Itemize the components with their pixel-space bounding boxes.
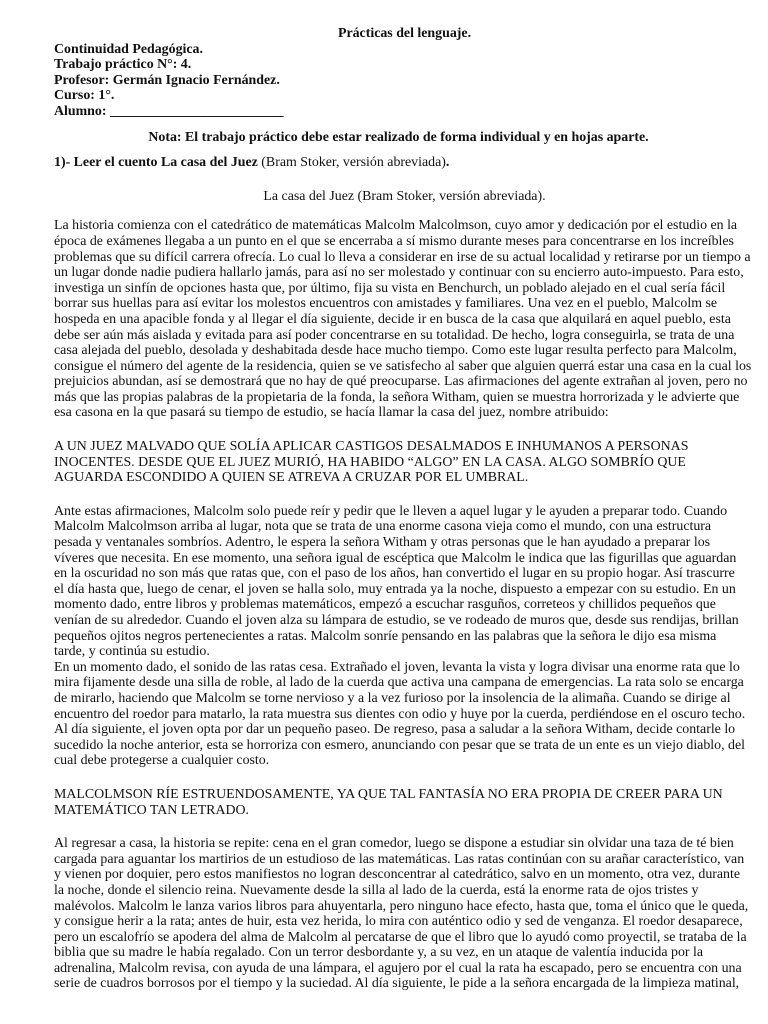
text-line: más que las propias palabras de la propietaria de la fonda, la señora Witham, quien se muestra horrorizada y le advierte que	[54, 389, 740, 405]
text-line: víveres que necesita. En ese momento, una señora igual de escéptica que Malcolm le indica que las figurillas que aguardan	[54, 550, 737, 566]
text-line: MATEMÁTICO TAN LETRADO.	[54, 802, 250, 818]
text-line: problemas que su difícil carrera ofrecía. Lo cual lo lleva a considerar en irse de su actual localidad y retirarse por un tiempo a	[54, 249, 751, 265]
text-line: la noche, donde el silencio reina. Nuevamente desde la silla al lado de la cuerda, está la enorme rata de ojos tristes y	[54, 882, 699, 898]
text-line: A UN JUEZ MALVADO QUE SOLÍA APLICAR CASTIGOS DESALMADOS E INHUMANOS A PERSONAS	[54, 439, 689, 455]
text-line: MALCOLMSON RÍE ESTRUENDOSAMENTE, YA QUE TAL FANTASÍA NO ERA PROPIA DE CREER PARA UN	[54, 786, 723, 802]
text-line: AGUARDA ESCONDIDO A QUIEN SE ATREVA A CRUZAR POR EL UMBRAL.	[54, 470, 529, 486]
caps-paragraph-2	[54, 787, 743, 818]
document-title: Prácticas del lenguaje.	[337, 26, 472, 41]
text-line: borrar sus huellas para así evitar los molestos encuentros con amistades y familiares. Una vez en el pueblo, Malcolm se	[54, 296, 718, 312]
text-line: biblia que su madre le había regalado. Con un terror desbordante y, a su vez, en un ataque de valentía inducida por la	[54, 945, 704, 961]
task-bold-end: .	[445, 155, 450, 171]
text-line: serie de cuadros borrosos por el tiempo y la suciedad. Al día siguiente, le pide a la señora encargada de la limpieza matinal,	[54, 976, 740, 992]
meta-alumno: Alumno: _________________________	[54, 103, 284, 119]
text-line: hospeda en una apacible fonda y al llegar el día siguiente, decide ir en busca de la casa que alquilará en aquel pueblo, esta	[54, 311, 731, 327]
story-title: La casa del Juez (Bram Stoker, versión abreviada).	[263, 188, 546, 204]
text-line: pequeños ojitos negros pertenecientes a ratas. Malcolm sonríe pensando en las palabras que la señora le dijo esa misma	[54, 628, 717, 644]
caps-paragraph-1	[54, 439, 743, 486]
text-line: encuentro del roedor para matarlo, la rata muestra sus dientes con odio y huye por la cuerda, perdiéndose en el oscuro techo.	[54, 706, 746, 722]
paragraph-2	[54, 504, 743, 660]
text-line: debe ser aún más aislada y evitada para así poder concentrarse en su totalidad. De hecho, logra conseguirla, se trata de una	[54, 327, 735, 343]
text-line: La historia comienza con el catedrático de matemáticas Malcolm Malcolmson, cuyo amor y dedicación por el estudio en la	[54, 218, 738, 234]
text-line: momento dado, entre libros y problemas matemáticos, empezó a escuchar rasguños, correteos y chillidos pequeños que	[54, 597, 716, 613]
text-line: malévolos. Malcolm le lanza varios libros para ahuyentarla, pero ninguno hace efecto, hasta que, toma el único que le queda,	[54, 898, 749, 914]
meta-continuidad: Continuidad Pedagógica.	[54, 41, 203, 57]
meta-trabajo: Trabajo práctico N°: 4.	[54, 57, 192, 73]
task-instruction	[54, 155, 743, 171]
paragraph-1	[54, 218, 752, 421]
paragraph-3	[54, 659, 746, 769]
text-line: y vienen por doquier, pero estos manifiestos no logran desconcentrar al catedrático, salvo en un momento, otra vez, durante	[54, 867, 741, 883]
text-line: cual debe protegerse a cualquier costo.	[54, 753, 270, 769]
text-line: tarde, y continúa su estudio.	[54, 644, 210, 660]
meta-profesor: Profesor: Germán Ignacio Fernández.	[54, 72, 280, 88]
text-line: época de exámenes llegaba a un punto en el que se encerraba a sí mismo durante meses para concentrarse en los increíbles	[54, 233, 734, 249]
text-line: y consigue herir a la rata; antes de huir, esta vez herida, lo mira con auténtico odio y sed de venganza. El roedor desaparece,	[54, 914, 743, 930]
text-line: mira fijamente desde una silla de roble, al lado de la cuerda que activa una campana de emergencias. La rata solo se encarga	[54, 675, 744, 691]
note: Nota: El trabajo práctico debe estar realizado de forma individual y en hojas aparte.	[148, 129, 649, 145]
text-line: Al día siguiente, el joven opta por dar un pequeño paseo. De regreso, pasa a saludar a la señora Witham, decide contarle lo	[54, 722, 736, 738]
text-line: pero un escalofrío se apodera del alma de Malcolm al percatarse de que el libro que lo ayudó como proyectil, se trataba de la	[54, 929, 747, 945]
text-line: investiga un sinfín de opciones hasta que, por último, fija su vista en Benchurch, un poblado alejado en el cual sería fácil	[54, 280, 726, 296]
text-line: en la oscuridad no son más que ratas que, con el paso de los años, han convertido el lugar en su propio hogar. Así trascurre	[54, 566, 735, 582]
text-line: Ante estas afirmaciones, Malcolm solo puede reír y pedir que le lleven a aquel lugar y le ayuden a preparar todo. Cuando	[54, 503, 728, 519]
text-line: Malcolm Malcolmson arriba al lugar, nota que se trata de una enorme casona vieja como el mundo, con una estructura	[54, 519, 712, 535]
text-line: prejuicios abundan, así se demostrará que no hay de qué preocuparse. Las afirmaciones del agente extrañan al joven, pero no	[54, 374, 748, 390]
text-line: Al regresar a casa, la historia se repite: cena en el gran comedor, luego se dispone a estudiar sin olvidar una taza de té bien	[54, 836, 734, 852]
task-bold-start: 1)- Leer el cuento La casa del Juez	[54, 155, 258, 171]
text-line: consigue el número del agente de la residencia, quien se ve satisfecho al saber que alguien querrá estar una casa en la cual los	[54, 358, 752, 374]
task-normal: (Bram Stoker, versión abreviada)	[257, 155, 446, 171]
meta-curso: Curso: 1°.	[54, 88, 115, 104]
text-line: pesada y ventanales sombríos. Adentro, le espera la señora Witham y otras personas que le han ayudado a preparar los	[54, 535, 711, 551]
text-line: el día hasta que, luego de cenar, el joven se halla solo, muy entrada ya la noche, dispuesto a empezar con su estudio. En un	[54, 581, 736, 597]
text-line: INOCENTES. DESDE QUE EL JUEZ MURIÓ, HA HABIDO “ALGO” EN LA CASA. ALGO SOMBRÍO QUE	[54, 454, 686, 470]
text-line: casa alejada del pueblo, desolada y deshabitada desde hace mucho tiempo. Como este lugar resulta perfecto para Malcolm,	[54, 343, 737, 359]
text-line: sucedido la noche anterior, esta se horroriza con esmero, anunciando con pesar que se trata de un ente es un viejo diablo, del	[54, 737, 746, 753]
paragraph-4	[54, 836, 749, 992]
text-line: En un momento dado, el sonido de las ratas cesa. Extrañado el joven, levanta la vista y logra divisar una enorme rata que lo	[54, 659, 740, 675]
text-line: cargada para aguantar los martirios de un estudioso de las matemáticas. Las ratas continúan con su arañar característico, van	[54, 851, 745, 867]
text-line: adrenalina, Malcolm revisa, con ayuda de una lámpara, el agujero por el cual la rata ha escapado, pero se encuentra con una	[54, 960, 742, 976]
text-line: un lugar donde nadie pudiera hallarlo jamás, para así no ser molestado y continuar con su encierro auto-impuesto. Para esto,	[54, 265, 744, 281]
header-meta	[54, 42, 743, 120]
text-line: de mirarlo, haciendo que Malcolm se torne nervioso y a la vez furioso por la insolencia de la alimaña. Cuando se dirige al	[54, 690, 731, 706]
text-line: esa casona en la que pasará su tiempo de estudio, se hacía llamar la casa del juez, nombre atribuido:	[54, 405, 609, 421]
text-line: venían de su alrededor. Cuando el joven alza su lámpara de estudio, se ve rodeado de muros que, desde sus rendijas, brillan	[54, 613, 739, 628]
